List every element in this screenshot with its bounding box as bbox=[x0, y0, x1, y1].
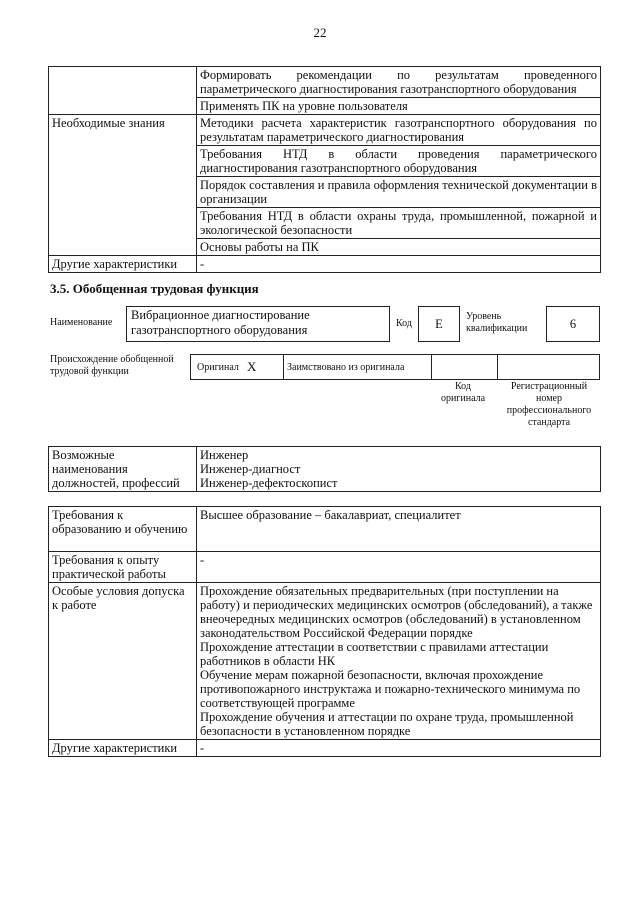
requirements-label: Особые условия допуска к работе bbox=[49, 583, 197, 740]
table-cell-label: Необходимые знания bbox=[49, 115, 197, 256]
borrowed-label: Заимствовано из оригинала bbox=[287, 362, 405, 373]
page-number: 22 bbox=[313, 25, 327, 40]
original-mark: X bbox=[247, 359, 257, 374]
code-original-cell bbox=[431, 355, 498, 379]
original-cell bbox=[191, 355, 284, 379]
table-row bbox=[49, 507, 601, 552]
requirement-item: Прохождение аттестации в соответствии с правилами аттестации работников в области НК bbox=[200, 640, 549, 668]
requirements-value: - bbox=[197, 552, 601, 583]
position-item: Инженер-дефектоскопист bbox=[200, 476, 338, 490]
table-row bbox=[49, 256, 601, 273]
reg-number-caption: Регистрационный номер профессионального стандарта bbox=[506, 381, 592, 428]
table-cell-label bbox=[49, 67, 197, 115]
code-original-caption: Код оригинала bbox=[440, 381, 486, 404]
skills-knowledge-table bbox=[48, 66, 601, 273]
code-value: E bbox=[435, 317, 443, 331]
table-row bbox=[49, 447, 601, 492]
name-label: Наименование bbox=[50, 317, 113, 328]
table-row bbox=[49, 583, 601, 740]
requirement-item: Прохождение обучения и аттестации по охране труда, промышленной безопасности в установленном порядке bbox=[200, 710, 574, 738]
borrowed-cell bbox=[283, 355, 432, 379]
table-cell-label: Другие характеристики bbox=[49, 256, 197, 273]
position-item: Инженер bbox=[200, 448, 249, 462]
requirements-value: Высшее образование – бакалавриат, специалитет bbox=[197, 507, 601, 552]
table-cell-value: - bbox=[197, 256, 601, 273]
requirement-item: Прохождение обязательных предварительных (при поступлении на работу) и периодических медицинских осмотров (обследований), а также внеочередных медицинских осмотров (обследований) в установленном законодательством Российской Федерации порядке bbox=[200, 584, 593, 640]
original-label: Оригинал bbox=[197, 362, 239, 373]
code-label: Код bbox=[396, 318, 412, 329]
origin-row bbox=[190, 354, 600, 380]
position-item: Инженер-диагност bbox=[200, 462, 301, 476]
requirements-label: Требования к образованию и обучению bbox=[49, 507, 197, 552]
requirements-value: - bbox=[197, 740, 601, 757]
reg-number-cell bbox=[497, 355, 599, 379]
requirements-values bbox=[197, 583, 601, 740]
table-row bbox=[49, 552, 601, 583]
table-row bbox=[49, 67, 601, 98]
table-cell-value: Требования НТД в области проведения параметрического диагностирования газотранспортного оборудования bbox=[197, 146, 601, 177]
table-cell-value: Применять ПК на уровне пользователя bbox=[197, 98, 601, 115]
level-box bbox=[546, 306, 600, 342]
positions-values bbox=[197, 447, 601, 492]
positions-label: Возможные наименования должностей, профессий bbox=[49, 447, 197, 492]
table-cell-value: Методики расчета характеристик газотранспортного оборудования по результатам параметрического диагностирования bbox=[197, 115, 601, 146]
level-label: Уровень квалификации bbox=[466, 311, 528, 334]
table-row bbox=[49, 115, 601, 146]
requirements-label: Другие характеристики bbox=[49, 740, 197, 757]
table-cell-value: Формировать рекомендации по результатам проведенного параметрического диагностирования газотранспортного оборудования bbox=[197, 67, 601, 98]
requirements-table bbox=[48, 506, 601, 757]
code-box bbox=[418, 306, 460, 342]
positions-table bbox=[48, 446, 601, 492]
function-name-value: Вибрационное диагностирование газотранспортного оборудования bbox=[131, 308, 310, 337]
origin-label: Происхождение обобщенной трудовой функции bbox=[50, 354, 174, 377]
table-cell-value: Основы работы на ПК bbox=[197, 239, 601, 256]
table-cell-value: Требования НТД в области охраны труда, промышленной, пожарной и экологической безопасности bbox=[197, 208, 601, 239]
requirements-label: Требования к опыту практической работы bbox=[49, 552, 197, 583]
function-name-box bbox=[126, 306, 390, 342]
requirement-item: Обучение мерам пожарной безопасности, включая прохождение противопожарного инструктажа и пожарно-технического минимума по соответствующей программе bbox=[200, 668, 581, 710]
level-value: 6 bbox=[569, 317, 577, 331]
section-title: 3.5. Обобщенная трудовая функция bbox=[50, 281, 259, 296]
table-cell-value: Порядок составления и правила оформления технической документации в организации bbox=[197, 177, 601, 208]
table-row bbox=[49, 740, 601, 757]
